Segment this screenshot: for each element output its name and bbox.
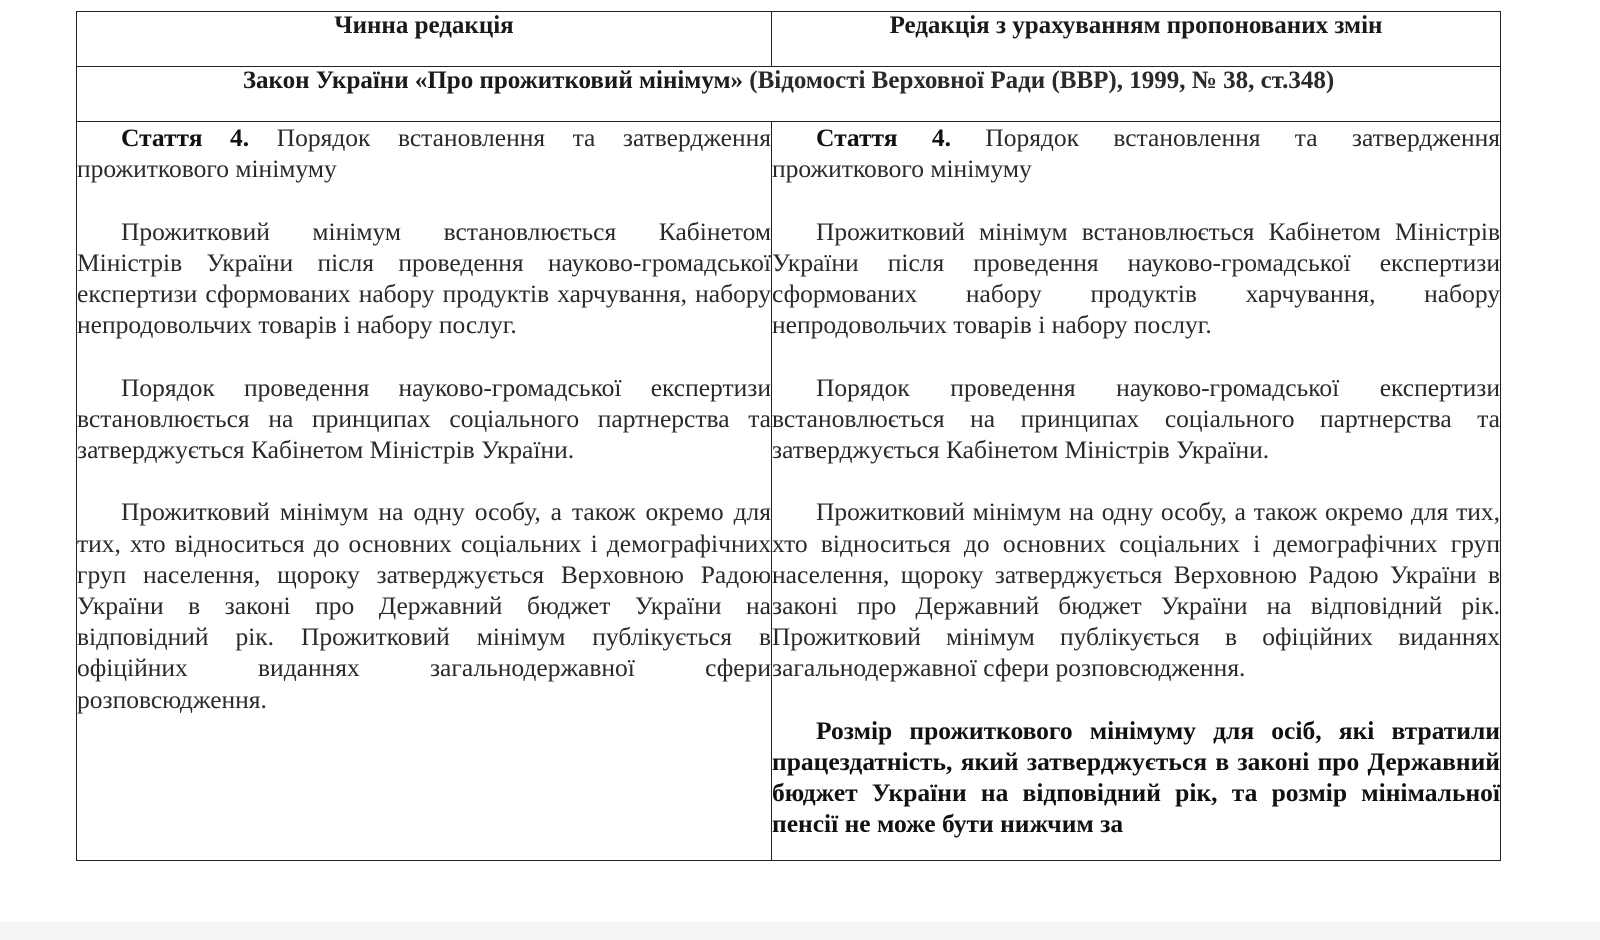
proposed-text-cell [772,122,1501,861]
current-text-cell [77,122,772,861]
header-row [77,12,1501,67]
law-reference: (Відомості Верховної Ради (ВВР), 1999, № 38, ст.348) [749,67,1335,94]
paragraph-1-proposed: Прожитковий мінімум встановлюється Кабінетом Міністрів України після проведення науково-громадської експертизи сформованих набору продуктів харчування, набору непродовольчих товарів і набору послуг. [772,216,1500,340]
paragraph-2-current: Порядок проведення науково-громадської експертизи встановлюється на принципах соціального партнерства та затверджується Кабінетом Міністрів України. [77,372,771,464]
page-bottom-margin [0,922,1600,940]
law-title-row [77,67,1501,122]
article-heading-proposed [772,122,1500,184]
article-title-current: Порядок встановлення та затвердження прожиткового мінімуму [77,123,771,184]
header-current-edition: Чинна редакція [77,12,772,67]
article-label-proposed: Стаття 4. [816,123,951,152]
header-proposed-edition: Редакція з урахуванням пропонованих змін [772,12,1501,67]
article-label-current: Стаття 4. [121,123,250,152]
law-title: Закон України «Про прожитковий мінімум» [242,67,744,94]
paragraph-1-current: Прожитковий мінімум встановлюється Кабінетом Міністрів України після проведення науково-громадської експертизи сформованих набору продуктів харчування, набору непродовольчих товарів і набору послуг. [77,216,771,340]
article-title-proposed: Порядок встановлення та затвердження прожиткового мінімуму [772,123,1500,184]
paragraph-2-proposed: Порядок проведення науково-громадської експертизи встановлюється на принципах соціального партнерства та затверджується Кабінетом Міністрів України. [772,372,1500,464]
law-title-cell [77,67,1501,122]
paragraph-3-proposed: Прожитковий мінімум на одну особу, а також окремо для тих, хто відноситься до основних соціальних і демографічних груп населення, щороку затверджується Верховною Радою України в законі про Державний бюджет України на відповідний рік. Прожитковий мінімум публікується в офіційних виданнях загальнодержавної сфери розповсюдження. [772,497,1500,683]
article-heading-current [77,122,771,184]
body-row [77,122,1501,861]
comparison-table [76,11,1501,861]
paragraph-4-added-proposed: Розмір прожиткового мінімуму для осіб, які втратили працездатність, який затверджується в законі про Державний бюджет України на відповідний рік, та розмір мінімальної пенсії не може бути нижчим за [772,715,1500,839]
paragraph-3-current: Прожитковий мінімум на одну особу, а також окремо для тих, хто відноситься до основних соціальних і демографічних груп населення, щороку затверджується Верховною Радою України в законі про Державний бюджет України на відповідний рік. Прожитковий мінімум публікується в офіційних виданнях загальнодержавної сфери розповсюдження. [77,497,771,714]
